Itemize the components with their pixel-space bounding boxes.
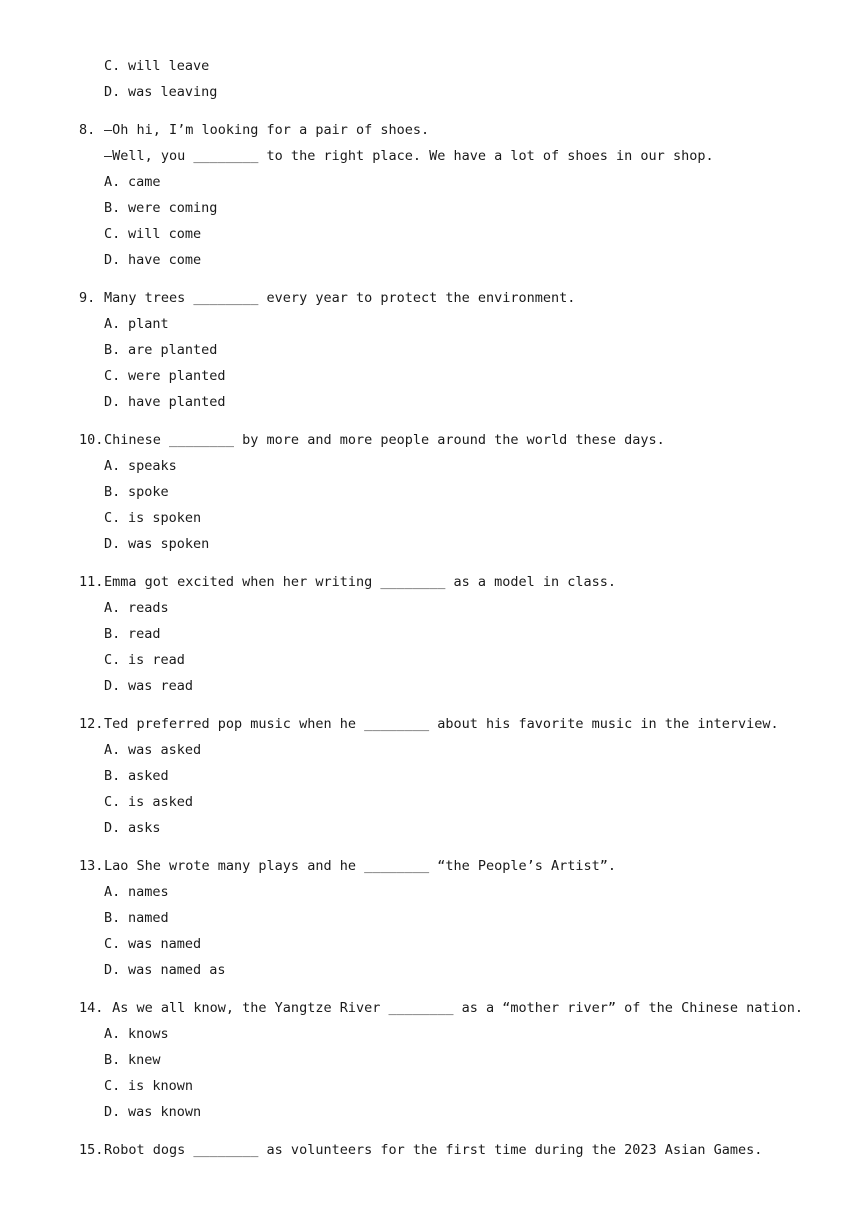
option-c xyxy=(104,1078,193,1094)
option-letter: D. xyxy=(104,394,121,410)
option-b xyxy=(104,484,169,500)
option-b xyxy=(104,768,169,784)
option-letter: B. xyxy=(104,342,121,358)
question-text: Chinese ________ by more and more people around the world these days. xyxy=(104,432,665,448)
option-c xyxy=(104,652,185,668)
option-a xyxy=(104,600,169,616)
option-letter: C. xyxy=(104,794,121,810)
option-text: is asked xyxy=(128,794,194,810)
option-a xyxy=(104,742,201,758)
option-a xyxy=(104,1026,169,1042)
option-d xyxy=(104,536,209,552)
question-text: Emma got excited when her writing ________ as a model in class. xyxy=(104,574,617,590)
option-letter: D. xyxy=(104,252,121,268)
question-text: Many trees ________ every year to protect the environment. xyxy=(104,290,576,306)
option-text: came xyxy=(128,174,161,190)
option-text: names xyxy=(128,884,169,900)
question-text: —Oh hi, I’m looking for a pair of shoes. xyxy=(104,122,430,138)
option-d xyxy=(104,84,217,100)
option-letter: C. xyxy=(104,58,121,74)
option-text: named xyxy=(128,910,169,926)
option-text: are planted xyxy=(128,342,218,358)
question-number: 8. xyxy=(79,122,96,138)
option-letter: A. xyxy=(104,174,121,190)
option-text: was spoken xyxy=(128,536,210,552)
option-text: were planted xyxy=(128,368,226,384)
option-d xyxy=(104,252,201,268)
option-text: was named as xyxy=(128,962,226,978)
option-c xyxy=(104,794,193,810)
option-a xyxy=(104,884,169,900)
option-text: was leaving xyxy=(128,84,218,100)
option-c xyxy=(104,936,201,952)
question-number: 15. xyxy=(79,1142,104,1158)
option-letter: C. xyxy=(104,936,121,952)
option-c xyxy=(104,58,209,74)
option-text: asks xyxy=(128,820,161,836)
option-letter: A. xyxy=(104,884,121,900)
option-text: have planted xyxy=(128,394,226,410)
option-text: is read xyxy=(128,652,185,668)
option-a xyxy=(104,316,169,332)
option-d xyxy=(104,962,226,978)
option-text: was asked xyxy=(128,742,202,758)
question-number: 11. xyxy=(79,574,104,590)
option-letter: A. xyxy=(104,1026,121,1042)
option-text: knows xyxy=(128,1026,169,1042)
option-letter: C. xyxy=(104,226,121,242)
option-letter: A. xyxy=(104,316,121,332)
question-text: —Well, you ________ to the right place. We have a lot of shoes in our shop. xyxy=(104,148,714,164)
option-b xyxy=(104,626,161,642)
option-d xyxy=(104,678,193,694)
option-b xyxy=(104,1052,161,1068)
option-letter: D. xyxy=(104,84,121,100)
option-text: were coming xyxy=(128,200,218,216)
option-letter: D. xyxy=(104,962,121,978)
option-letter: D. xyxy=(104,1104,121,1120)
option-text: speaks xyxy=(128,458,177,474)
option-text: is known xyxy=(128,1078,194,1094)
option-letter: B. xyxy=(104,1052,121,1068)
option-c xyxy=(104,510,201,526)
option-letter: C. xyxy=(104,510,121,526)
option-b xyxy=(104,342,217,358)
question-text: Lao She wrote many plays and he ________ “the People’s Artist”. xyxy=(104,858,617,874)
option-text: have come xyxy=(128,252,202,268)
option-text: asked xyxy=(128,768,169,784)
option-letter: A. xyxy=(104,600,121,616)
question-number: 9. xyxy=(79,290,96,306)
option-letter: B. xyxy=(104,200,121,216)
option-text: reads xyxy=(128,600,169,616)
option-letter: B. xyxy=(104,484,121,500)
option-text: read xyxy=(128,626,161,642)
option-d xyxy=(104,820,161,836)
question-text: Robot dogs ________ as volunteers for the first time during the 2023 Asian Games. xyxy=(104,1142,763,1158)
option-letter: C. xyxy=(104,652,121,668)
question-text: Ted preferred pop music when he ________ about his favorite music in the interview. xyxy=(104,716,779,732)
option-letter: D. xyxy=(104,820,121,836)
option-a xyxy=(104,458,177,474)
option-letter: A. xyxy=(104,742,121,758)
question-number: 12. xyxy=(79,716,104,732)
option-letter: A. xyxy=(104,458,121,474)
question-number: 13. xyxy=(79,858,104,874)
question-text: As we all know, the Yangtze River ________ as a “mother river” of the Chinese nation. xyxy=(104,1000,803,1016)
option-b xyxy=(104,910,169,926)
option-letter: B. xyxy=(104,910,121,926)
option-c xyxy=(104,226,201,242)
option-a xyxy=(104,174,161,190)
option-letter: D. xyxy=(104,678,121,694)
option-d xyxy=(104,394,226,410)
option-text: was known xyxy=(128,1104,202,1120)
option-text: was named xyxy=(128,936,202,952)
option-letter: C. xyxy=(104,1078,121,1094)
option-c xyxy=(104,368,226,384)
option-text: was read xyxy=(128,678,194,694)
option-text: will leave xyxy=(128,58,210,74)
option-d xyxy=(104,1104,201,1120)
option-text: plant xyxy=(128,316,169,332)
option-b xyxy=(104,200,217,216)
option-letter: B. xyxy=(104,626,121,642)
question-number: 14. xyxy=(79,1000,104,1016)
option-letter: B. xyxy=(104,768,121,784)
option-letter: D. xyxy=(104,536,121,552)
option-text: spoke xyxy=(128,484,169,500)
option-text: is spoken xyxy=(128,510,202,526)
question-number: 10. xyxy=(79,432,104,448)
option-text: knew xyxy=(128,1052,161,1068)
option-letter: C. xyxy=(104,368,121,384)
option-text: will come xyxy=(128,226,202,242)
